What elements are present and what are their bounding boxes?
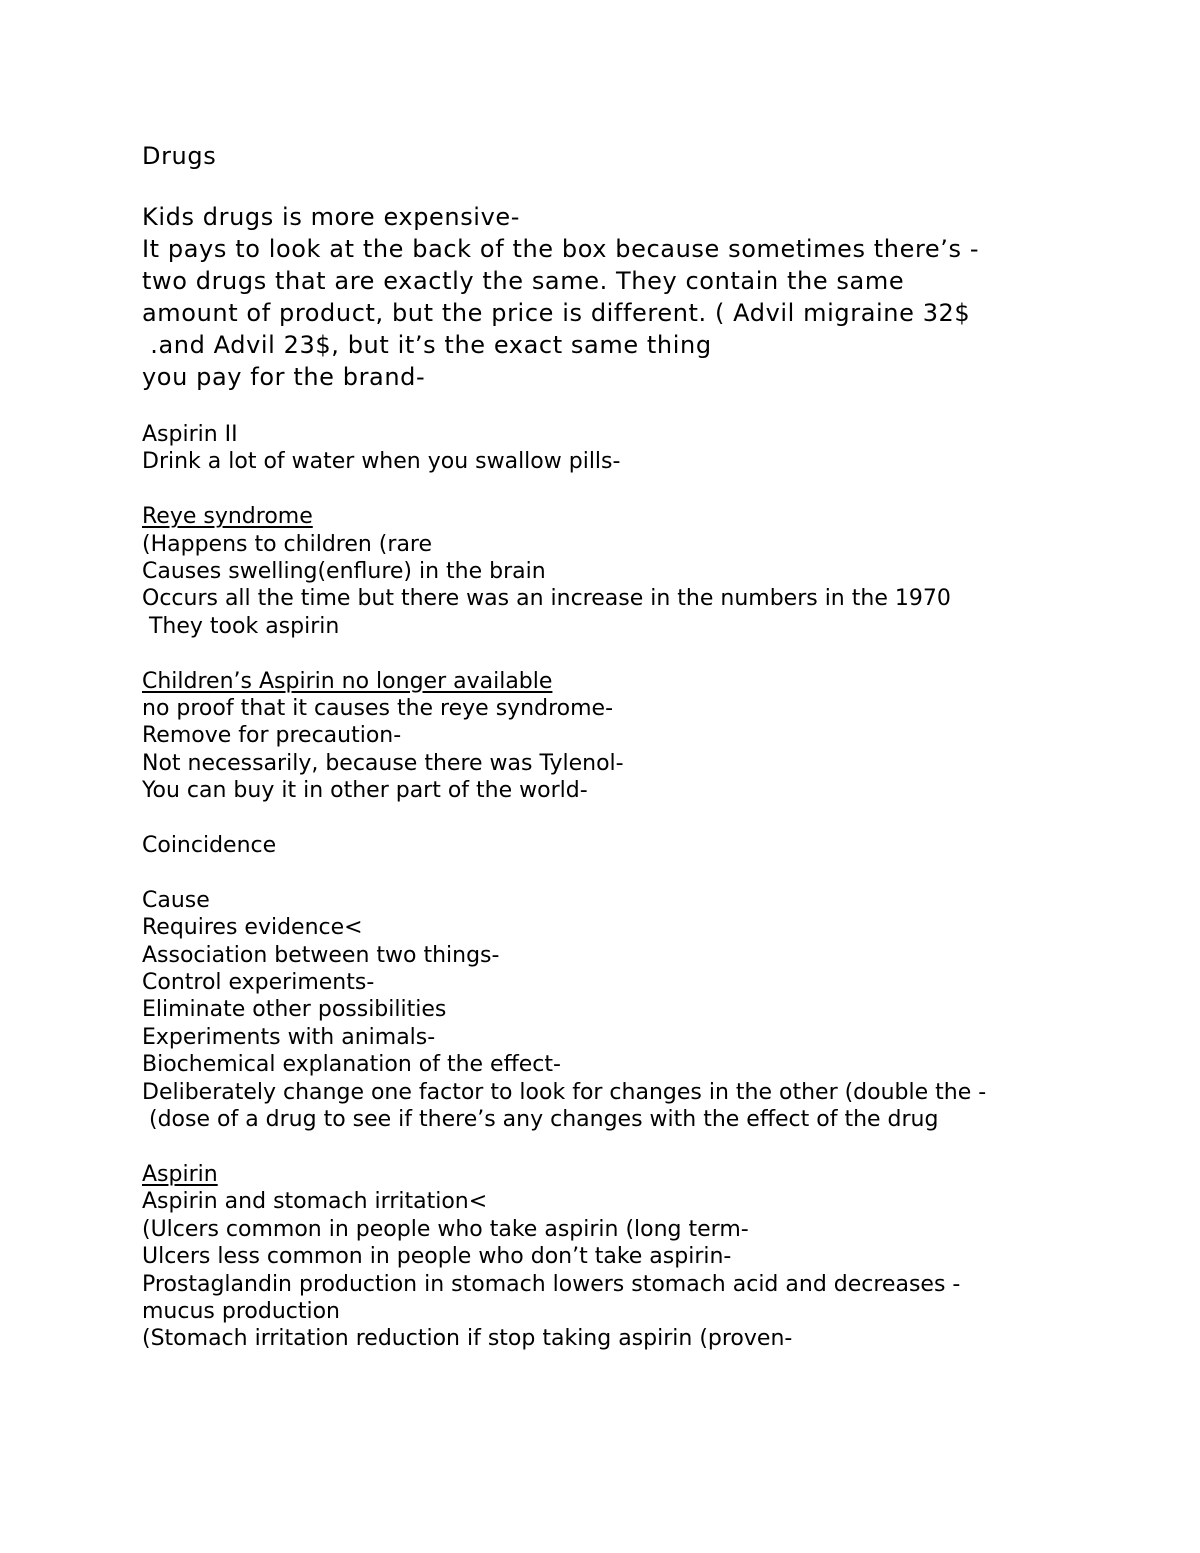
note-line: Ulcers less common in people who don’t take aspirin- bbox=[142, 1244, 732, 1270]
note-line: (Happens to children (rare bbox=[142, 531, 433, 557]
note-line: (Stomach irritation reduction if stop taking aspirin (proven- bbox=[142, 1326, 793, 1352]
intro-line: .and Advil 23$, but it’s the exact same thing bbox=[142, 331, 712, 359]
note-line: Not necessarily, because there was Tylenol- bbox=[142, 750, 624, 776]
intro-line: you pay for the brand- bbox=[142, 363, 426, 391]
note-line: Experiments with animals- bbox=[142, 1024, 436, 1050]
coincidence-section bbox=[142, 832, 1082, 859]
note-line: (dose of a drug to see if there’s any changes with the effect of the drug bbox=[142, 1107, 939, 1133]
note-line: Association between two things- bbox=[142, 942, 500, 968]
note-line: Occurs all the time but there was an increase in the numbers in the 1970 bbox=[142, 586, 951, 612]
intro-section bbox=[142, 201, 1082, 393]
section-heading: Reye syndrome bbox=[142, 504, 313, 530]
note-line: Aspirin and stomach irritation< bbox=[142, 1189, 488, 1215]
note-line: Biochemical explanation of the effect- bbox=[142, 1052, 561, 1078]
document-page bbox=[142, 140, 1082, 1353]
note-line: Prostaglandin production in stomach lowers stomach acid and decreases - bbox=[142, 1271, 961, 1297]
note-line: mucus production bbox=[142, 1298, 340, 1324]
section-heading: Aspirin II bbox=[142, 422, 238, 447]
note-line: Deliberately change one factor to look for changes in the other (double the - bbox=[142, 1079, 987, 1105]
section-heading: Children’s Aspirin no longer available bbox=[142, 668, 553, 694]
note-line: no proof that it causes the reye syndrome- bbox=[142, 696, 614, 722]
aspirin-ii-section bbox=[142, 421, 1082, 476]
note-line: You can buy it in other part of the world- bbox=[142, 778, 588, 804]
note-line: (Ulcers common in people who take aspirin (long term- bbox=[142, 1216, 749, 1242]
note-line: Requires evidence< bbox=[142, 915, 363, 941]
intro-line: two drugs that are exactly the same. They contain the same bbox=[142, 267, 905, 295]
section-heading: Aspirin bbox=[142, 1161, 218, 1187]
page-title: Drugs bbox=[142, 142, 217, 170]
note-line: They took aspirin bbox=[142, 613, 340, 639]
section-heading: Coincidence bbox=[142, 833, 277, 859]
childrens-aspirin-section bbox=[142, 668, 1082, 805]
intro-line: It pays to look at the back of the box because sometimes there’s - bbox=[142, 235, 980, 263]
note-line: Control experiments- bbox=[142, 970, 375, 996]
note-line: Causes swelling(enflure) in the brain bbox=[142, 559, 546, 585]
section-heading: Cause bbox=[142, 887, 210, 913]
intro-line: Kids drugs is more expensive- bbox=[142, 203, 521, 231]
note-line: Eliminate other possibilities bbox=[142, 997, 447, 1023]
aspirin-section bbox=[142, 1161, 1082, 1353]
reye-section bbox=[142, 503, 1082, 640]
note-line: Drink a lot of water when you swallow pills- bbox=[142, 449, 621, 475]
cause-section bbox=[142, 887, 1082, 1134]
note-line: Remove for precaution- bbox=[142, 723, 402, 749]
intro-line: amount of product, but the price is different. ( Advil migraine 32$ bbox=[142, 299, 971, 327]
